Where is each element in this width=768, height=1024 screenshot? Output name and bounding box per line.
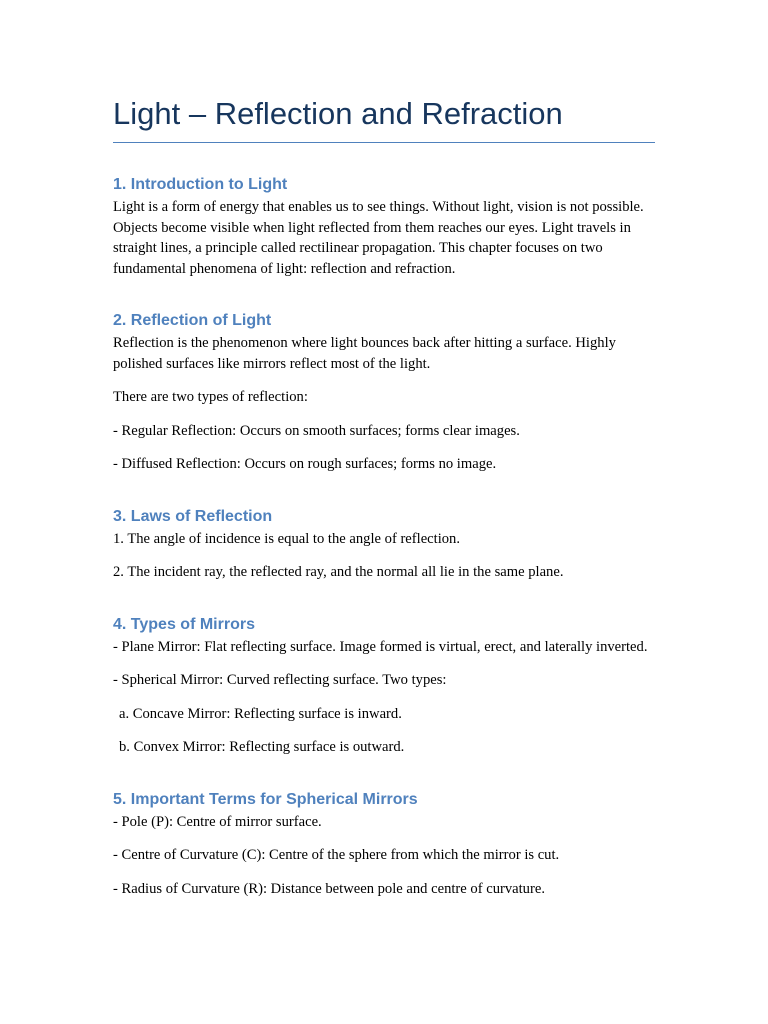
section-heading: 1. Introduction to Light xyxy=(113,176,288,193)
list-item: - Plane Mirror: Flat reflecting surface. Image formed is virtual, erect, and laterally inverted. xyxy=(113,638,648,655)
list-item: 2. The incident ray, the reflected ray, and the normal all lie in the same plane. xyxy=(113,564,564,580)
section-reflection xyxy=(113,311,655,475)
list-item: - Regular Reflection: Occurs on smooth surfaces; forms clear images. xyxy=(113,422,520,439)
document-page xyxy=(113,94,655,899)
paragraph: There are two types of reflection: xyxy=(113,389,308,405)
section-heading: 3. Laws of Reflection xyxy=(113,507,273,525)
list-item: - Pole (P): Centre of mirror surface. xyxy=(113,813,322,830)
section-introduction xyxy=(113,175,655,279)
list-item: a. Concave Mirror: Reflecting surface is inward. xyxy=(119,705,402,722)
list-item: - Centre of Curvature (C): Centre of the sphere from which the mirror is cut. xyxy=(113,847,560,863)
list-item: - Spherical Mirror: Curved reflecting surface. Two types: xyxy=(113,672,447,688)
paragraph: Light is a form of energy that enables us to see things. Without light, vision is not possible. Objects become visible when light reflected from them reaches our eyes. Light travels in straight lines, a principle called rectilinear propagation. This chapter focuses on two fundamental phenomena of light: reflection and refraction. xyxy=(113,199,644,277)
list-item: - Radius of Curvature (R): Distance between pole and centre of curvature. xyxy=(113,880,545,897)
document-title: Light – Reflection and Refraction xyxy=(113,94,655,143)
list-item: b. Convex Mirror: Reflecting surface is outward. xyxy=(119,739,405,755)
section-heading: 4. Types of Mirrors xyxy=(113,615,255,633)
section-heading: 5. Important Terms for Spherical Mirrors xyxy=(113,790,418,808)
section-types-of-mirrors xyxy=(113,615,655,758)
section-spherical-mirror-terms xyxy=(113,790,655,900)
paragraph: Reflection is the phenomenon where light bounces back after hitting a surface. Highly polished surfaces like mirrors reflect most of the light. xyxy=(113,335,616,372)
list-item: - Diffused Reflection: Occurs on rough surfaces; forms no image. xyxy=(113,456,497,472)
list-item: 1. The angle of incidence is equal to the angle of reflection. xyxy=(113,530,461,547)
section-laws-of-reflection xyxy=(113,507,655,583)
section-heading: 2. Reflection of Light xyxy=(113,312,272,329)
